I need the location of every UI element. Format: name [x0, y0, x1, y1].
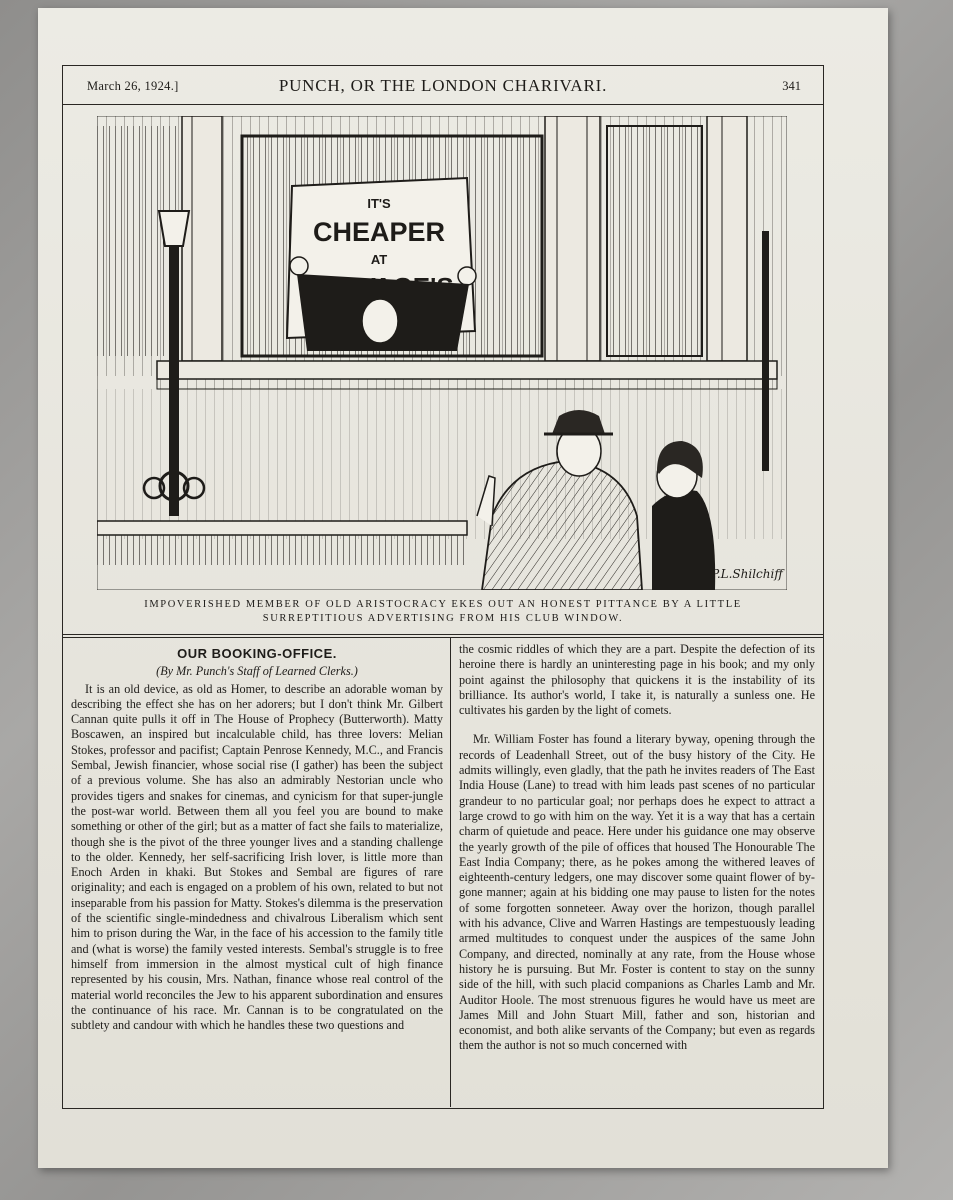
review-cannan-paragraph: It is an old device, as old as Homer, to describe an adorable woman by describing the effect she has on her adorers; but I don't think Mr. Gilbert Cannan quite pulls it off in The House of Prophecy (Butterworth). Matty Boscawen, an inspired but incalculable child, has three lovers: Melian Stokes, professor and pacifist; Captain Penrose Kennedy, M.C., and Francis Sembal, Jewish financier, whose social rise (I gather) has been the subject of a previous volume. She has also an admirably Nestorian uncle who provides tigers and snakes for cinemas, and cynicism for that super-jungle the post-war world. Between them all you feel you are bound to make something or other of the girl; but as a matter of fact she fails to materialize, though she is the pivot of the three younger lives and a standing challenge to the older. Kennedy, her self-sacrificing Irish lover, is little more than Enoch Arden in khaki. But Stokes and Sembal are figures of rare originality; and each is engaged on a problem of his own, related to but not inseparable from his passion for Matty. Stokes's dilemma is the preservation of the scientific single-mindedness and chivalrous Liberalism which sent him to prison during the War, in the face of his accession to the family title and (what is worse) the family vested interests. Sembal's struggle is to free himself from immersion in the almost mystical cult of high finance represented by his cousin, Mrs. Nathan, finance whose real control of the material world reconciles the Jew to his apparent subordination and ensures the continuance of his race. Mr. Cannan is to be congratulated on the subtlety and candour with which he handles these two questions and	[71, 681, 443, 1033]
column-left	[182, 116, 222, 361]
magazine-page	[38, 8, 888, 1168]
railing	[97, 521, 467, 535]
article-byline: (By Mr. Punch's Staff of Learned Clerks.)	[156, 664, 358, 679]
cartoon-illustration	[97, 116, 787, 590]
left-column	[71, 642, 443, 1033]
sign-text-at: AT	[370, 252, 388, 267]
artist-signature: P.L.Shilchiff	[711, 567, 783, 581]
column-divider	[450, 637, 451, 1107]
right-column	[459, 642, 815, 1054]
sign-text-its: IT'S	[367, 196, 391, 211]
caption-line-1: IMPOVERISHED MEMBER OF OLD ARISTOCRACY EKES OUT AN HONEST PITTANCE BY A LITTLE	[144, 599, 742, 610]
review-foster-paragraph: Mr. William Foster has found a literary byway, opening through the records of Leadenhall Street, out of the busy history of the City. He admits willingly, even gladly, that the path he invites readers of The East India House (Lane) to tread with him leads past scenes of no particular grandeur to no particular goal; nor perhaps does he expect to attract a large crowd to go with him on the way. Yet it is a way that has a certain charm of quietude and peace. Here under his guidance one may observe the yearly growth of the pile of offices that housed The Honourable The East India Company; there, as he pokes among the withered leaves of eighteenth-century ledgers, one may discover some quaint flower of by-gone manner; again at his bidding one may pause to listen for the notes of some forgotten sonneteer. Away over the horizon, though parallel with his advance, Clive and Warren Hastings are tempestuously leading armed multitudes to conquest under the auspices of the same John Company, and directed, nominally at any rate, from the House whose history he is pursuing. But Mr. Foster is content to stay on the sunny side of the hill, with such placid companions as Charles Lamb and Mr. Auditor Hoole. The most strenuous figures he would have us meet are James Mill and John Stuart Mill, father and son, historian and economist, and both alike servants of the Company; but even as regards them the author is not so much concerned with	[459, 732, 815, 1053]
cartoon-caption	[73, 598, 813, 626]
lady-figure	[652, 490, 715, 590]
column-centre	[545, 116, 600, 361]
publication-title: PUNCH, OR THE LONDON CHARIVARI.	[278, 76, 608, 95]
issue-date: March 26, 1924.]	[87, 79, 179, 93]
running-header	[63, 66, 823, 105]
page-frame	[62, 65, 824, 1109]
article-heading: OUR BOOKING-OFFICE.	[177, 646, 337, 661]
page-number: 341	[782, 79, 801, 93]
section-rule	[63, 634, 823, 635]
section-rule-double	[63, 637, 823, 638]
review-cannan-continued: the cosmic riddles of which they are a part. Despite the defection of its heroine there is hardly an uninteresting page in his book; and my only point against the philosophy that quickens it is the instability of its brilliance. Its author's world, I take it, is naturally a sunless one. He cultivates his garden by the light of comets.	[459, 642, 815, 718]
column-right	[707, 116, 747, 361]
caption-line-2: SURREPTITIOUS ADVERTISING FROM HIS CLUB WINDOW.	[262, 613, 624, 624]
sign-text-cheaper: CHEAPER	[312, 217, 446, 247]
